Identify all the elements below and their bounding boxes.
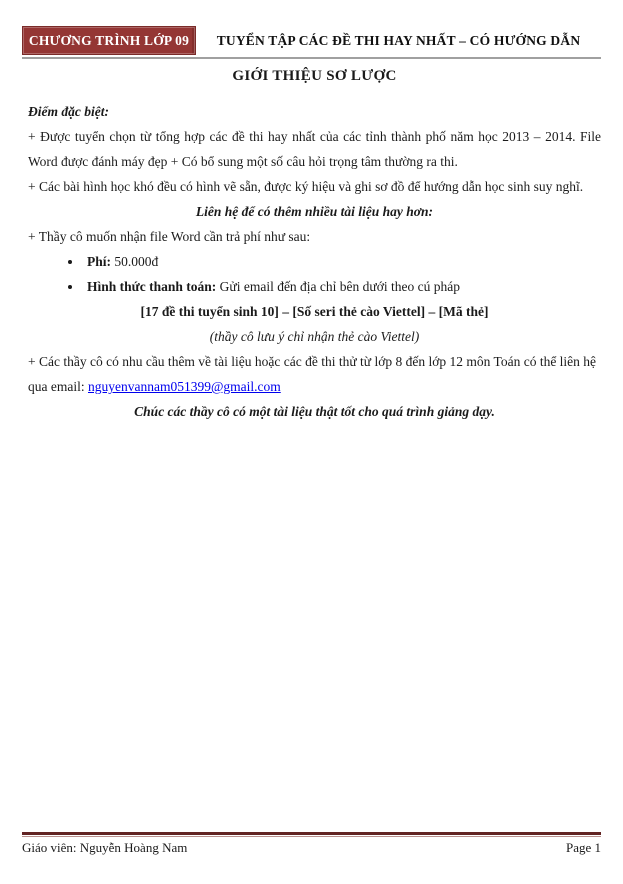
header-title: TUYỂN TẬP CÁC ĐỀ THI HAY NHẤT – CÓ HƯỚNG DẪN [216,32,581,48]
contact-heading: Liên hệ để có thêm nhiều tài liệu hay hơn: [195,204,434,219]
footer-page-number: Page 1 [565,840,601,855]
bullet-text-payment: Gửi email đến địa chỉ bên dưới theo cú pháp [216,279,460,294]
paragraph-features: + Được tuyển chọn từ tổng hợp các đề thi hay nhất của các tỉnh thành phố năm học 2013 – 2014. File Word được đánh máy đẹp + Có bổ sung một số câu hỏi trọng tâm thường ra thi. [28,129,601,169]
email-link[interactable]: nguyenvannam051399@gmail.com [87,379,281,394]
footer-author: Giáo viên: Nguyễn Hoàng Nam [22,840,188,855]
document-title: GIỚI THIỆU SƠ LƯỢC [232,68,397,84]
page-header [22,26,601,59]
bullet-label-payment: Hình thức thanh toán: [87,279,217,294]
payment-syntax-line: [17 đề thi tuyển sinh 10] – [Số seri thẻ cào Viettel] – [Mã thẻ] [140,304,489,319]
fee-bullet-list [83,249,601,299]
list-item [83,274,601,299]
bullet-text-fee: 50.000đ [111,254,159,269]
footer-rule-thick [22,832,601,835]
header-badge: CHƯƠNG TRÌNH LỚP 09 [22,26,196,55]
paragraph-contact [28,349,601,399]
paragraph-contact-text: + Các thầy cô có nhu cầu thêm về tài liệu hoặc các đề thi thử từ lớp 8 đến lớp 12 môn Toán có thể liên hệ qua email: [28,354,597,394]
bullet-label-fee: Phí: [87,254,112,269]
list-item [83,249,601,274]
payment-note-line: (thầy cô lưu ý chỉ nhận thẻ cào Viettel) [209,329,420,344]
document-body [28,64,601,424]
paragraph-fee-intro: + Thầy cô muốn nhận file Word cần trả phí như sau: [28,229,311,244]
closing-line: Chúc các thầy cô có một tài liệu thật tốt cho quá trình giảng dạy. [134,404,495,419]
paragraph-geometry: + Các bài hình học khó đều có hình vẽ sẵn, được ký hiệu và ghi sơ đồ để hướng dẫn học sinh suy nghĩ. [28,179,584,194]
page-footer [22,832,601,856]
section-heading: Điểm đặc biệt: [28,104,109,119]
